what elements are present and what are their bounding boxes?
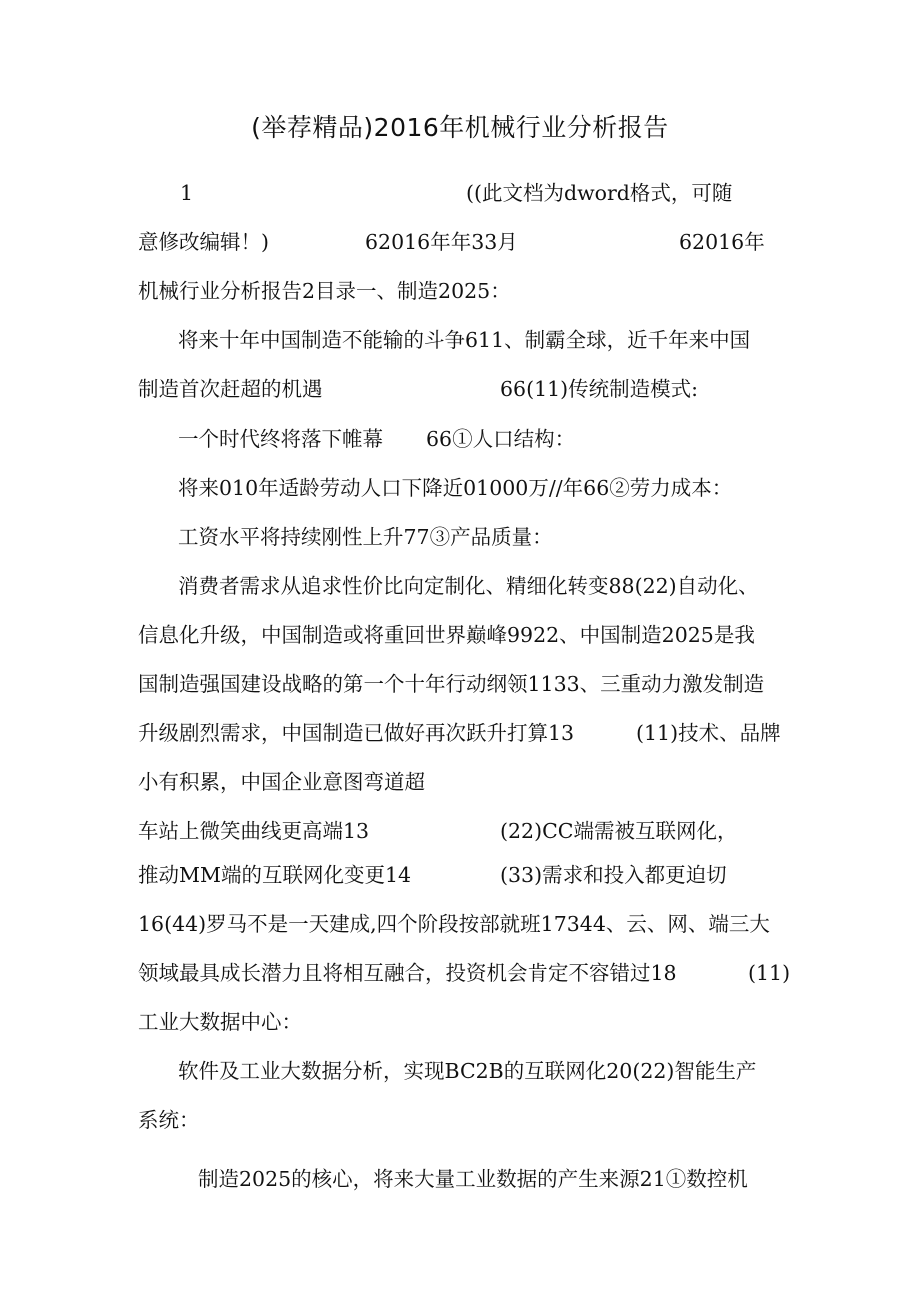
text-line-21: 制造2025的核心，将来大量工业数据的产生来源21①数控机 — [198, 1167, 748, 1191]
text-line-16: 16(44)罗马不是一天建成,四个阶段按部就班17344、云、网、端三大 — [138, 912, 770, 936]
text-line-6a: 一个时代终将落下帷幕 — [178, 427, 383, 451]
text-line-17b: (11) — [748, 961, 791, 985]
text-line-14b: (22)CC端需被互联网化， — [500, 819, 738, 843]
text-line-15a: 推动MM端的互联网化变更14 — [138, 863, 412, 887]
text-line-12a: 升级剧烈需求，中国制造已做好再次跃升打算13 — [138, 721, 575, 745]
text-line-11: 国制造强国建设战略的第一个十年行动纲领1133、三重动力激发制造 — [138, 672, 765, 696]
text-line-2b: 62016年年33月 — [365, 230, 518, 254]
text-line-7: 将来010年适龄劳动人口下降近01000万//年66②劳力成本： — [178, 476, 733, 500]
text-line-12b: (11)技术、品牌 — [636, 721, 781, 745]
text-line-4: 将来十年中国制造不能输的斗争611、制霸全球，近千年来中国 — [178, 328, 751, 352]
text-line-20: 系统： — [138, 1108, 200, 1132]
format-note: ((此文档为dword格式，可随 — [466, 181, 733, 205]
text-line-13: 小有积累，中国企业意图弯道超 — [138, 770, 425, 794]
text-line-2c: 62016年 — [679, 230, 765, 254]
document-title: (举荐精品)2016年机械行业分析报告 — [251, 113, 669, 142]
text-line-14a: 车站上微笑曲线更高端13 — [138, 819, 370, 843]
header-number: 1 — [180, 181, 194, 205]
text-line-9: 消费者需求从追求性价比向定制化、精细化转变88(22)自动化、 — [178, 574, 759, 598]
text-line-8: 工资水平将持续刚性上升77③产品质量： — [178, 525, 553, 549]
text-line-10: 信息化升级，中国制造或将重回世界巅峰9922、中国制造2025是我 — [138, 623, 755, 647]
text-line-3: 机械行业分析报告2目录一、制造2025： — [138, 279, 511, 303]
text-line-19: 软件及工业大数据分析，实现BC2B的互联网化20(22)智能生产 — [178, 1059, 757, 1083]
text-line-18: 工业大数据中心： — [138, 1010, 302, 1034]
text-line-5b: 66(11)传统制造模式: — [500, 377, 699, 401]
text-line-2a: 意修改编辑！) — [138, 230, 269, 254]
text-line-15b: (33)需求和投入都更迫切 — [500, 863, 727, 887]
text-line-17a: 领域最具成长潜力且将相互融合，投资机会肯定不容错过18 — [138, 961, 677, 985]
text-line-5a: 制造首次赶超的机遇 — [138, 377, 323, 401]
text-line-6b: 66①人口结构： — [426, 427, 576, 451]
